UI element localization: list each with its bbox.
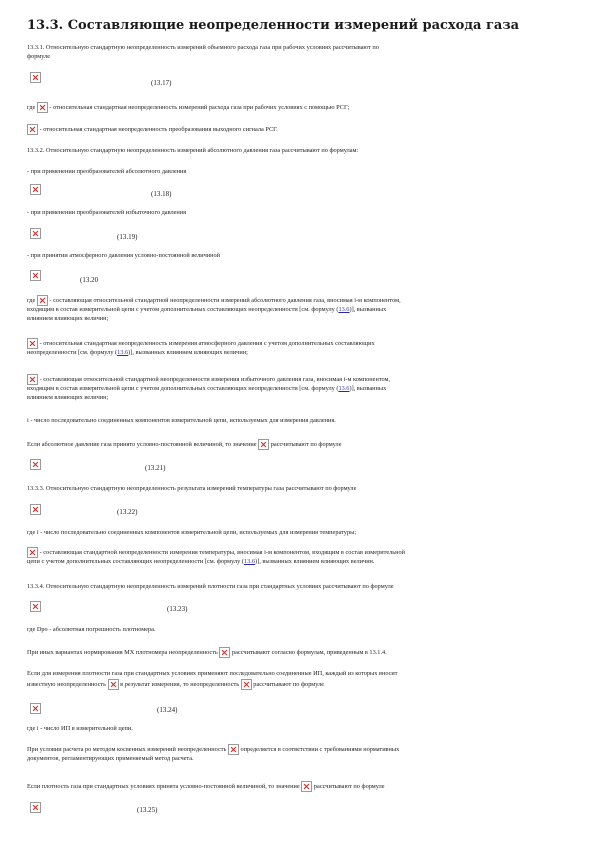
equation-number-13-20: (13.20 bbox=[80, 276, 99, 284]
paragraph-absolute-pressure-transducers: - при применении преобразователей абсолютного давления bbox=[27, 168, 187, 175]
paragraph-density-constant: Если плотность газа при стандартных условиях принята условно-постоянной величиной, то значение рассчитывают по формуле bbox=[27, 781, 570, 792]
paragraph-where-flow: где - относительная стандартная неопределенность измерений расхода газа при рабочих условиях с помощью РСГ; bbox=[27, 102, 570, 113]
paragraph-atmospheric-pressure-constant: - при принятии атмосферного давления условно-постоянной величиной bbox=[27, 252, 221, 259]
symbol-image bbox=[27, 547, 38, 558]
formula-13-22-image bbox=[30, 504, 41, 515]
formula-13-18-image bbox=[30, 184, 41, 195]
symbol-image bbox=[301, 781, 312, 792]
symbol-image bbox=[228, 744, 239, 755]
symbol-image bbox=[27, 124, 38, 135]
paragraph-atmospheric-uncertainty: - относительная стандартная неопределенность измерения атмосферного давления с учетом дополнительных составляющих неопределенности [см. формулу (13.6)], вызванных влиянием влияющих величин; bbox=[27, 339, 375, 356]
equation-number-13-25: (13.25) bbox=[137, 806, 158, 814]
symbol-image bbox=[37, 295, 48, 306]
symbol-image bbox=[258, 439, 269, 450]
formula-13-23-image bbox=[30, 601, 41, 612]
paragraph-signal-conversion: - относительная стандартная неопределенность преобразования выходного сигнала РСГ. bbox=[27, 124, 570, 135]
paragraph-absolute-pressure-constant: Если абсолютное давление газа принято условно-постоянной величиной, то значение рассчитывают по формуле bbox=[27, 439, 570, 450]
paragraph-gauge-pressure-uncertainty: - составляющая относительной стандартной неопределенности измерения избыточного давления газа, вносимая i-м компонентом, входящим в состав измерительной цепи с учетом дополнительных составляющих неопределенности [см. формулу (13.6)], вызванных влиянием влияющих величин; bbox=[27, 375, 391, 401]
paragraph-i-temperature-components: где i - число последовательно соединенных компонентов измерительной цепи, используемых для измерения температуры; bbox=[27, 529, 357, 536]
equation-number-13-18: (13.18) bbox=[151, 190, 172, 198]
paragraph-indirect-measurement: При условии расчета ро методом косвенных измерений неопределенность определяется в соответствии с требованиями нормативных документов, регламентирующих применяемый метод расчета. bbox=[27, 745, 400, 762]
symbol-image bbox=[241, 679, 252, 690]
paragraph-13-3-2: 13.3.2. Относительную стандартную неопределенность измерений абсолютного давления газа рассчитывают по формулам: bbox=[27, 147, 359, 154]
formula-13-21-image bbox=[30, 459, 41, 470]
paragraph-i-pressure-components: i - число последовательно соединенных компонентов измерительной цепи, используемых для измерения давления. bbox=[27, 417, 336, 424]
equation-number-13-22: (13.22) bbox=[117, 508, 138, 516]
formula-link-13-6[interactable]: 13.6 bbox=[338, 306, 350, 313]
paragraph-gauge-pressure-transducers: - при применении преобразователей избыточного давления bbox=[27, 209, 187, 216]
symbol-image bbox=[108, 679, 119, 690]
formula-13-24-image bbox=[30, 703, 41, 714]
paragraph-13-3-3: 13.3.3. Относительную стандартную неопределенность результата измерений температуры газа рассчитывают по формуле bbox=[27, 485, 357, 492]
formula-link-13-6[interactable]: 13.6 bbox=[244, 558, 256, 565]
formula-13-20-image bbox=[30, 270, 41, 281]
paragraph-temperature-uncertainty: - составляющая стандартной неопределенности измерения температуры, вносимая i-м компонентом, входящим в состав измерительной цепи с учетом дополнительных составляющих неопределенности [см. формулу (13.6)], вызванных влиянием влияющих величин. bbox=[27, 548, 406, 565]
paragraph-13-3-1: 13.3.1. Относительную стандартную неопределенность измерений объемного расхода газа при рабочих условиях рассчитывают по формуле bbox=[27, 44, 379, 60]
equation-number-13-17: (13.17) bbox=[151, 79, 172, 87]
equation-number-13-24: (13.24) bbox=[157, 706, 178, 714]
paragraph-serial-transducers: Если для измерения плотности газа при стандартных условиях применяют последовательно соединенные ИП, каждый из которых вносит известную неопределенность в результат измерения, то неопределенность рассчитывают по формуле bbox=[27, 670, 570, 690]
formula-link-13-6[interactable]: 13.6 bbox=[117, 349, 129, 356]
symbol-image bbox=[27, 374, 38, 385]
formula-link-13-6[interactable]: 13.6 bbox=[338, 385, 350, 392]
paragraph-i-transducer-count: где i - число ИП в измерительной цепи. bbox=[27, 725, 133, 732]
formula-13-19-image bbox=[30, 228, 41, 239]
paragraph-13-3-4: 13.3.4. Относительную стандартную неопределенность измерений плотности газа при стандартных условиях рассчитывают по формуле bbox=[27, 583, 394, 590]
paragraph-other-mc-variants: При иных вариантах нормирования МХ плотномера неопределенность рассчитывают согласно формулам, приведенным в 13.1.4. bbox=[27, 647, 570, 658]
symbol-image bbox=[27, 338, 38, 349]
symbol-image bbox=[219, 647, 230, 658]
equation-number-13-21: (13.21) bbox=[145, 464, 166, 472]
symbol-image bbox=[37, 102, 48, 113]
equation-number-13-23: (13.23) bbox=[167, 605, 188, 613]
section-heading: 13.3. Составляющие неопределенности измерений расхода газа bbox=[27, 18, 520, 33]
equation-number-13-19: (13.19) bbox=[117, 233, 138, 241]
paragraph-density-meter-error: где Dро - абсолютная погрешность плотномера. bbox=[27, 626, 156, 633]
formula-13-17-image bbox=[30, 72, 41, 83]
paragraph-where-absolute-pressure: где - составляющая относительной стандартной неопределенности измерений абсолютного давления газа, вносимая i-м компонентом, входящим в состав измерительной цепи с учетом дополнительных составляющих неопределенности [см. формулу (13.6)], вызванных влиянием влияющих величин; bbox=[27, 296, 401, 322]
formula-13-25-image bbox=[30, 802, 41, 813]
